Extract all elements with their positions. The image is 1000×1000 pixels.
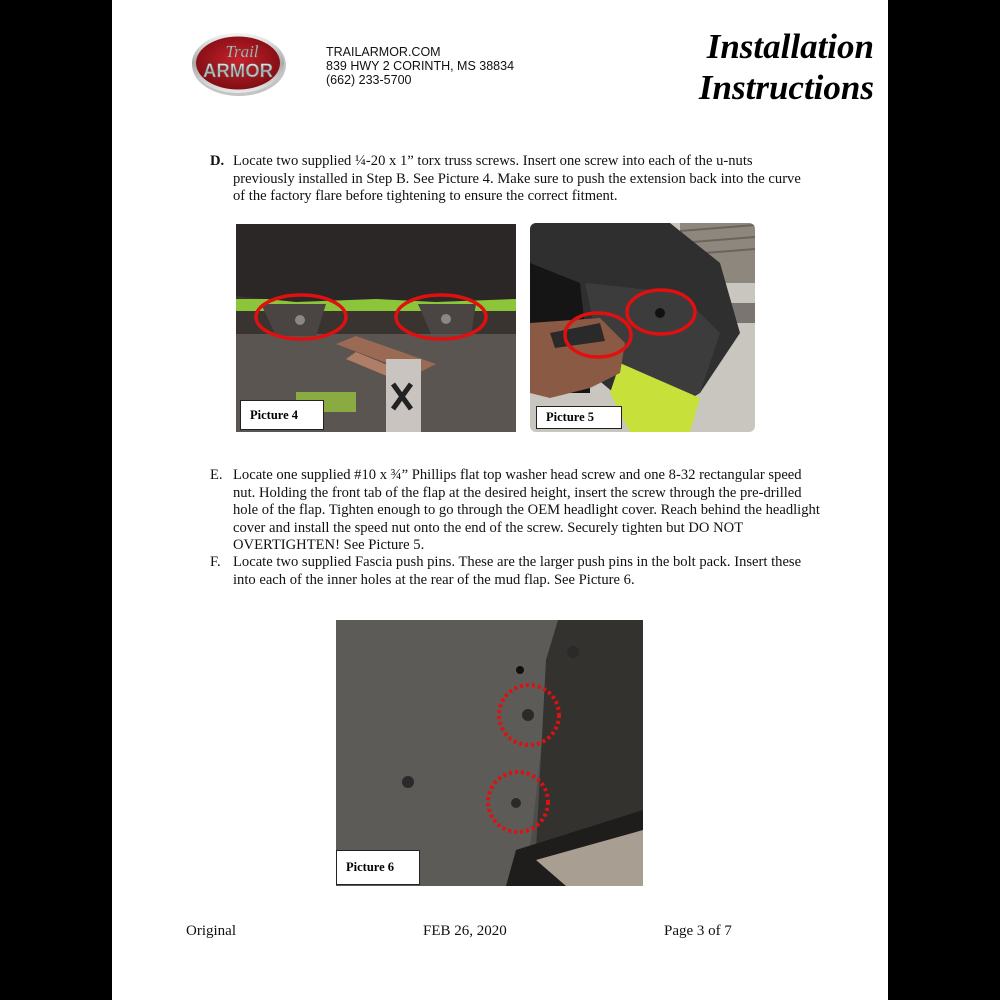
picture-6-caption: Picture 6 [336,850,420,885]
footer-version: Original [186,923,236,939]
title-line-1: Installation [706,27,874,66]
company-phone: (662) 233-5700 [326,73,412,87]
picture-4 [236,224,516,432]
step-text: Locate two supplied Fascia push pins. These are the larger push pins in the bolt pack. Insert these into each of the inner holes at the rear of the mud flap. See Picture 6. [233,554,802,588]
document-page [112,0,888,1000]
picture-6 [336,620,643,886]
picture-6-image [336,620,643,886]
svg-text:ARMOR: ARMOR [203,61,274,82]
step-text: Locate two supplied ¼-20 x 1” torx truss screws. Insert one screw into each of the u-nuts previously installed in Step B. See Picture 4. Make sure to push the extension back into the curve of the factory flare before tightening to ensure the correct fitment. [233,153,801,204]
picture-5-caption: Picture 5 [536,406,622,429]
footer-date: FEB 26, 2020 [423,923,507,939]
company-contact [326,45,514,87]
step-letter: E. [210,467,223,483]
page-title [699,26,874,108]
step-f [210,554,810,589]
step-letter: F. [210,554,221,570]
picture-5 [530,223,755,432]
svg-text:Trail: Trail [225,42,259,61]
step-letter: D. [210,153,225,169]
step-text: Locate one supplied #10 x ¾” Phillips flat top washer head screw and one 8-32 rectangular speed nut. Holding the front tab of the flap at the desired height, insert the screw through the pre-drilled hole of the flap. Tighten enough to go through the OEM headlight cover. Reach behind the headlight cover and install the speed nut onto the end of the screw. Securely tighten but DO NOT OVERTIGHTEN! See Picture 5. [233,467,820,553]
footer-page-number: Page 3 of 7 [664,923,732,939]
company-website: TRAILARMOR.COM [326,45,441,59]
picture-4-caption: Picture 4 [240,400,324,430]
company-address: 839 HWY 2 CORINTH, MS 38834 [326,59,515,73]
trail-armor-logo [190,30,288,98]
step-d [210,153,810,206]
picture-5-image [530,223,755,432]
step-e [210,467,820,555]
title-line-2: Instructions [698,68,874,107]
